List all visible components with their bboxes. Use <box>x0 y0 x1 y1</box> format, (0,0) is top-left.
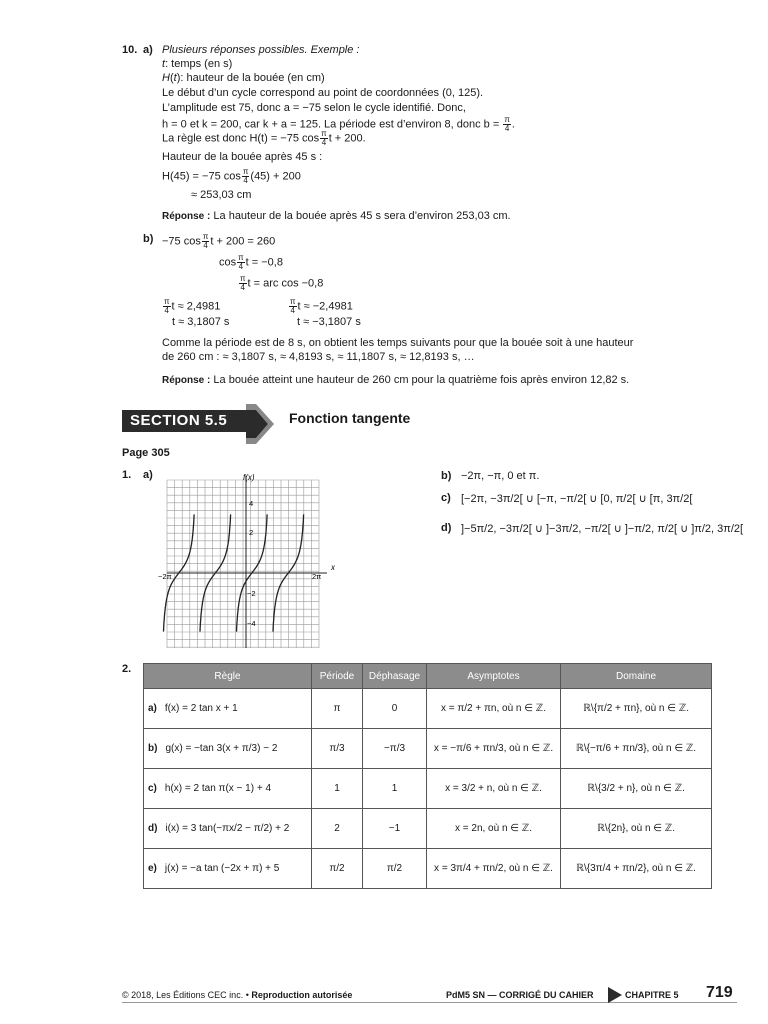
answer-b: Réponse : La bouée atteint une hauteur de 260 cm pour la quatrième fois après environ 12,82 s. <box>162 374 630 386</box>
cell-periode: 2 <box>312 809 363 849</box>
footer-rule <box>122 1002 737 1003</box>
rule-text: g(x) = −tan 3(x + π/3) − 2 <box>165 743 278 754</box>
b-time-1: t ≈ 3,1807 s <box>172 316 230 328</box>
cell-domaine: ℝ\{−π/6 + πn/3}, où n ∈ ℤ. <box>561 729 712 769</box>
cell-domaine: ℝ\{π/2 + πn}, où n ∈ ℤ. <box>561 689 712 729</box>
tick-label-y-2: 2 <box>249 528 254 537</box>
question-number: 1. <box>122 469 132 481</box>
part-label-a: a) <box>143 469 153 481</box>
cell-dephasage: 1 <box>363 769 427 809</box>
cell-domaine: ℝ\{3/2 + n}, où n ∈ ℤ. <box>561 769 712 809</box>
t-definition: t: temps (en s) <box>162 58 233 70</box>
tangent-graph <box>155 470 335 650</box>
arrow-icon <box>246 404 274 444</box>
tick-label-x-neg: −2π <box>158 572 172 581</box>
cell-rule <box>144 849 312 889</box>
cell-rule <box>144 729 312 769</box>
cell-asymptotes: x = 2n, où n ∈ ℤ. <box>427 809 561 849</box>
part-label-b: b) <box>441 470 452 482</box>
amplitude-line: L’amplitude est 75, donc a = −75 selon le cycle identifié. Donc, <box>162 102 466 114</box>
cell-periode: 1 <box>312 769 363 809</box>
cell-asymptotes: x = 3/2 + n, où n ∈ ℤ. <box>427 769 561 809</box>
b-solution-2: $\frac{\pi}{4}$ t ≈ −2,4981 <box>290 297 353 315</box>
header-domain: Domaine <box>561 664 712 689</box>
h45-result: ≈ 253,03 cm <box>191 189 252 201</box>
cycle-line: Le début d’un cycle correspond au point de coordonnées (0, 125). <box>162 87 484 99</box>
footer-chapter: CHAPITRE 5 <box>625 990 679 1000</box>
hk-line: h = 0 et k = 200, car k + a = 125. La période est d’environ 8, donc b = $\frac{\pi}{4}$ . <box>162 115 515 133</box>
header-rule: Règle <box>144 664 312 689</box>
cell-dephasage: −1 <box>363 809 427 849</box>
part-label-a: a) <box>143 44 153 56</box>
cell-periode: π/3 <box>312 729 363 769</box>
section-label: SECTION 5.5 <box>130 412 228 429</box>
cell-rule <box>144 689 312 729</box>
table-row <box>144 769 712 809</box>
table-row <box>144 849 712 889</box>
table-row <box>144 729 712 769</box>
tick-label-y-4: 4 <box>249 499 254 508</box>
negative-interval-answer: [−2π, −3π/2[ ∪ [−π, −π/2[ ∪ [0, π/2[ ∪ [π, 3π/2[ <box>461 493 693 505</box>
tick-label-y-neg2: −2 <box>247 589 256 598</box>
b-text-2: de 260 cm : ≈ 3,1807 s, ≈ 4,8193 s, ≈ 11,1807 s, ≈ 12,8193 s, … <box>162 351 475 363</box>
question-number: 10. <box>122 44 138 56</box>
section-title: Fonction tangente <box>289 410 411 426</box>
cell-periode: π/2 <box>312 849 363 889</box>
b-equation-2: cos $\frac{\pi}{4}$ t = −0,8 <box>219 253 283 271</box>
x-axis-label: x <box>331 563 335 572</box>
cell-dephasage: −π/3 <box>363 729 427 769</box>
h-definition: H(t): hauteur de la bouée (en cm) <box>162 72 325 84</box>
row-label: b) <box>148 743 158 754</box>
growth-interval-answer: ]−5π/2, −3π/2[ ∪ ]−3π/2, −π/2[ ∪ ]−π/2, π/2[ ∪ ]π/2, 3π/2[ <box>461 523 744 535</box>
cell-asymptotes: x = −π/6 + πn/3, où n ∈ ℤ. <box>427 729 561 769</box>
row-label: e) <box>148 863 157 874</box>
cell-rule <box>144 809 312 849</box>
function-table <box>143 663 712 889</box>
part-label-d: d) <box>441 522 452 534</box>
tick-label-x-pos: 2π <box>312 572 322 581</box>
row-label: c) <box>148 783 157 794</box>
row-label: d) <box>148 823 158 834</box>
cell-rule <box>144 769 312 809</box>
intro-text: Plusieurs réponses possibles. Exemple : <box>162 44 360 56</box>
zeros-answer: −2π, −π, 0 et π. <box>461 470 540 482</box>
rule-line: La règle est donc H(t) = −75 cos $\frac{\pi}{4}$ t + 200. <box>162 129 366 147</box>
cell-periode: π <box>312 689 363 729</box>
table-header-row <box>144 664 712 689</box>
cell-domaine: ℝ\{3π/4 + πn/2}, où n ∈ ℤ. <box>561 849 712 889</box>
part-label-b: b) <box>143 233 154 245</box>
cell-dephasage: 0 <box>363 689 427 729</box>
header-phase: Déphasage <box>363 664 427 689</box>
footer-copyright: © 2018, Les Éditions CEC inc. • Reproduction autorisée <box>122 990 353 1000</box>
header-period: Période <box>312 664 363 689</box>
page-number: 719 <box>706 984 733 1001</box>
header-asymptotes: Asymptotes <box>427 664 561 689</box>
b-solution-1: $\frac{\pi}{4}$ t ≈ 2,4981 <box>164 297 221 315</box>
cell-asymptotes: x = 3π/4 + πn/2, où n ∈ ℤ. <box>427 849 561 889</box>
cell-asymptotes: x = π/2 + πn, où n ∈ ℤ. <box>427 689 561 729</box>
graph-grid <box>167 480 322 648</box>
tick-label-y-neg4: −4 <box>247 619 256 628</box>
footer-book-title: PdM5 SN — CORRIGÉ DU CAHIER <box>446 990 594 1000</box>
b-time-2: t ≈ −3,1807 s <box>297 316 361 328</box>
rule-text: j(x) = −a tan (−2x + π) + 5 <box>164 863 280 874</box>
b-text-1: Comme la période est de 8 s, on obtient les temps suivants pour que la bouée soit à une hauteur <box>162 337 634 349</box>
page-reference: Page 305 <box>122 447 170 459</box>
row-label: a) <box>148 703 157 714</box>
rule-text: i(x) = 3 tan(−πx/2 − π/2) + 2 <box>165 823 290 834</box>
cell-domaine: ℝ\{2n}, où n ∈ ℤ. <box>561 809 712 849</box>
b-equation-1: −75 cos $\frac{\pi}{4}$ t + 200 = 260 <box>162 232 276 250</box>
b-equation-3: $\frac{\pi}{4}$ t = arc cos −0,8 <box>240 274 324 292</box>
cell-dephasage: π/2 <box>363 849 427 889</box>
h45-equation: H(45) = −75 cos $\frac{\pi}{4}$ (45) + 200 <box>162 167 301 185</box>
arrow-icon <box>608 987 622 1003</box>
h45-title: Hauteur de la bouée après 45 s : <box>162 151 323 163</box>
y-axis-label: f(x) <box>243 473 255 482</box>
answer-a: Réponse : La hauteur de la bouée après 45 s sera d’environ 253,03 cm. <box>162 210 511 222</box>
question-number: 2. <box>122 663 132 675</box>
rule-text: f(x) = 2 tan x + 1 <box>164 703 238 714</box>
rule-text: h(x) = 2 tan π(x − 1) + 4 <box>164 783 272 794</box>
table-row <box>144 809 712 849</box>
table-row <box>144 689 712 729</box>
part-label-c: c) <box>441 492 451 504</box>
